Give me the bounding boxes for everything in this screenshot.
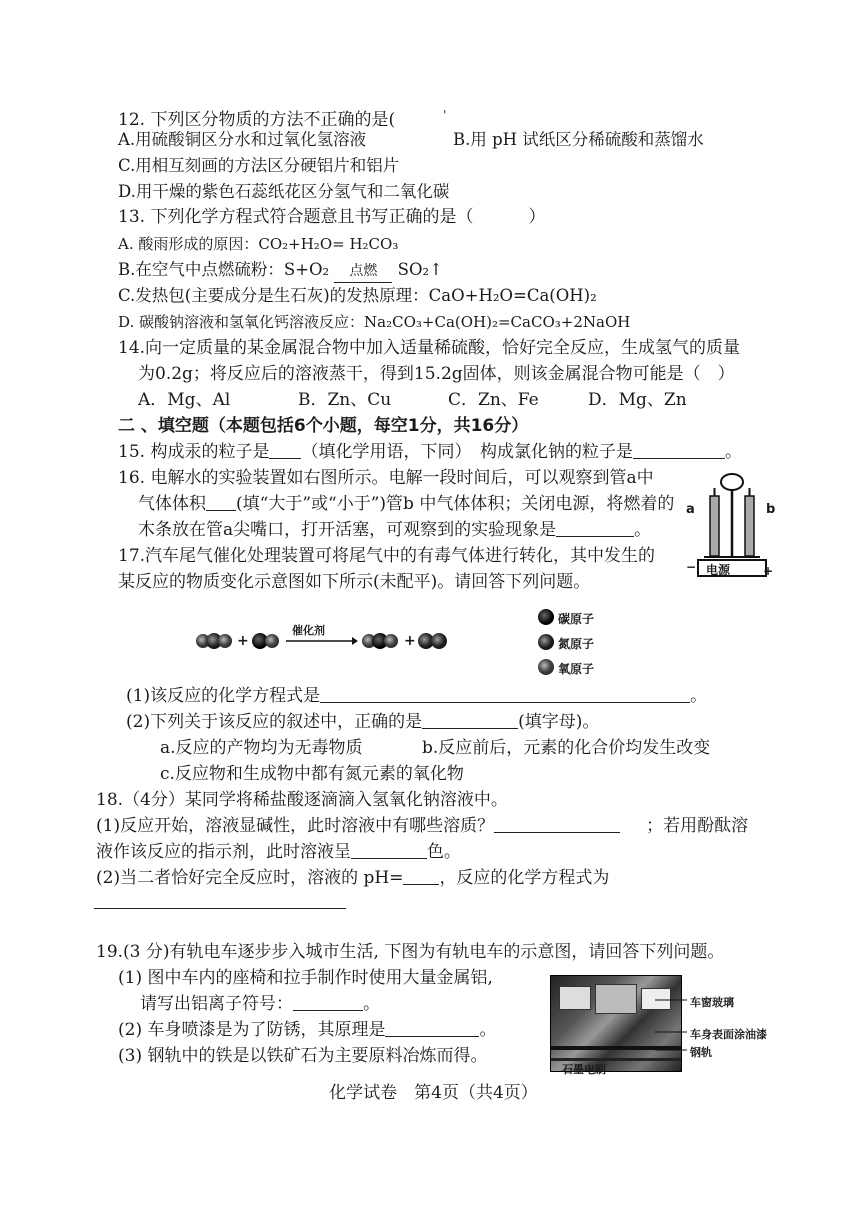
legend-carbon: 碳原子 xyxy=(558,612,595,626)
q17-option-c: c.反应物和生成物中都有氮元素的氧化物 xyxy=(160,764,464,784)
label-steel-rail: 钢轨 xyxy=(690,1046,712,1059)
q17-option-b: b.反应前后，元素的化合价均发生改变 xyxy=(422,738,711,758)
q14-option-a: A．Mg、Al xyxy=(138,390,231,410)
q15: 15. 构成汞的粒子是 （填化学用语，下同） 构成氯化钠的粒子是 。 xyxy=(118,442,742,462)
q18-sub2: (2)当二者恰好完全反应时，溶液的 pH= ，反应的化学方程式为 xyxy=(96,868,610,888)
q14-line1: 14.向一定质量的某金属混合物中加入适量稀硫酸，恰好完全反应，生成氢气的质量 xyxy=(118,338,741,358)
q19-blank-1[interactable] xyxy=(293,994,363,1011)
nitrogen-atom-legend-icon xyxy=(538,634,554,650)
q14-option-c: C．Zn、Fe xyxy=(448,390,539,410)
q14-option-d: D．Mg、Zn xyxy=(588,390,687,410)
plus-sign: + xyxy=(763,564,774,578)
q19-blank-2[interactable] xyxy=(385,1020,479,1037)
legend-oxygen: 氧原子 xyxy=(558,662,595,676)
q12-option-b: B.用 pH 试纸区分稀硫酸和蒸馏水 xyxy=(453,130,704,149)
catalyst-label: 催化剂 xyxy=(292,624,325,637)
q19-sub1-cont: 请写出铝离子符号： 。 xyxy=(140,994,380,1014)
carbon-atom-legend-icon xyxy=(538,609,554,625)
q19-stem: 19.(3 分)有轨电车逐步步入城市生活, 下图为有轨电车的示意图，请回答下列问题。 xyxy=(96,942,725,962)
q16-line1: 16. 电解水的实验装置如右图所示。电解一段时间后，可以观察到管a中 xyxy=(118,468,654,488)
q12-stem: 12. 下列区分物质的方法不正确的是( ' xyxy=(118,108,447,130)
minus-sign: − xyxy=(686,560,697,574)
q14-option-b: B．Zn、Cu xyxy=(298,390,392,410)
q13-option-b: B.在空气中点燃硫粉：S+O₂ 点燃 SO₂↑ xyxy=(118,259,443,283)
plus-sign-1: + xyxy=(237,633,249,649)
oxygen-atom-legend-icon xyxy=(538,659,554,675)
q18-stem: 18.（4分）某同学将稀盐酸逐滴滴入氢氧化钠溶液中。 xyxy=(96,790,508,810)
power-supply-label: 电源 xyxy=(706,563,731,577)
q13-option-a: A. 酸雨形成的原因：CO₂+H₂O= H₂CO₃ xyxy=(118,235,399,253)
q16-line3: 木条放在管a尖嘴口，打开活塞，可观察到的实验现象是 。 xyxy=(138,520,652,540)
q18-sub1-cont: 液作该反应的指示剂，此时溶液呈 色。 xyxy=(96,842,461,862)
plus-sign-2: + xyxy=(404,633,416,649)
reaction-arrow-icon xyxy=(286,636,358,646)
q19-sub1: (1) 图中车内的座椅和拉手制作时使用大量金属铝, xyxy=(118,968,493,988)
q18-sub1: (1)反应开始，溶液显碱性，此时溶液中有哪些溶质？ ；若用酚酞溶 xyxy=(96,816,749,836)
q17-sub2: (2)下列关于该反应的叙述中，正确的是 (填字母)。 xyxy=(126,712,600,732)
tube-a-label: a xyxy=(686,502,695,517)
q17-blank-2[interactable] xyxy=(422,712,518,729)
legend-nitrogen: 氮原子 xyxy=(558,637,595,651)
q18-blank-2[interactable] xyxy=(351,842,427,859)
q17-sub1: (1)该反应的化学方程式是 。 xyxy=(126,686,708,706)
q18-blank-3[interactable] xyxy=(403,868,439,885)
q13-option-c: C.发热包(主要成分是生石灰)的发热原理：CaO+H₂O=Ca(OH)₂ xyxy=(118,286,597,305)
q18-blank-4[interactable] xyxy=(94,908,346,909)
q18-blank-1[interactable] xyxy=(494,816,620,833)
q19-sub3: (3) 钢轨中的铁是以铁矿石为主要原料冶炼而得。 xyxy=(118,1046,488,1066)
q17-option-a: a.反应的产物均为无毒物质 xyxy=(160,738,363,758)
photo-callout-lines xyxy=(655,995,695,1055)
q14-line2: 为0.2g；将反应后的溶液蒸干，得到15.2g固体，则该金属混合物可能是（ ） xyxy=(138,364,735,384)
q17-line1: 17.汽车尾气催化处理装置可将尾气中的有毒气体进行转化，其中发生的 xyxy=(118,546,656,566)
q16-blank-2[interactable] xyxy=(556,520,634,537)
ignition-condition: 点燃 xyxy=(334,260,392,283)
label-body-paint: 车身表面涂油漆 xyxy=(690,1028,767,1041)
q16-blank-1[interactable] xyxy=(206,494,236,511)
q17-line2: 某反应的物质变化示意图如下所示(未配平)。请回答下列问题。 xyxy=(118,572,591,592)
q15-blank-1[interactable] xyxy=(269,442,301,459)
page-footer: 化学试卷 第4页（共4页） xyxy=(329,1083,538,1103)
q19-sub2: (2) 车身喷漆是为了防锈，其原理是 。 xyxy=(118,1020,497,1040)
product-molecule-1 xyxy=(362,633,408,649)
q16-line2: 气体体积 (填“大于”或“小于”)管b 中气体体积；关闭电源，将燃着的 xyxy=(138,494,675,514)
product-molecule-2 xyxy=(418,633,458,649)
reactant-molecule-1 xyxy=(196,633,242,649)
tube-b-label: b xyxy=(766,502,776,517)
q12-option-a: A.用硫酸铜区分水和过氧化氢溶液 xyxy=(118,130,367,149)
q13-stem: 13. 下列化学方程式符合题意且书写正确的是（ ） xyxy=(118,207,546,227)
label-window-glass: 车窗玻璃 xyxy=(690,996,734,1009)
section-title: 二 、填空题（本题包括6个小题，每空1分，共16分） xyxy=(118,416,529,436)
q12-option-c: C.用相互刻画的方法区分硬铝片和铝片 xyxy=(118,156,400,175)
reactant-molecule-2 xyxy=(252,633,288,649)
label-graphite-brush: 石墨电刷 xyxy=(562,1063,606,1076)
q17-blank-1[interactable] xyxy=(320,686,690,703)
q15-blank-2[interactable] xyxy=(633,442,725,459)
q13-option-d: D. 碳酸钠溶液和氢氧化钙溶液反应：Na₂CO₃+Ca(OH)₂=CaCO₃+2NaOH xyxy=(118,313,631,331)
q12-option-d: D.用干燥的紫色石蕊纸花区分氢气和二氧化碳 xyxy=(118,182,450,201)
